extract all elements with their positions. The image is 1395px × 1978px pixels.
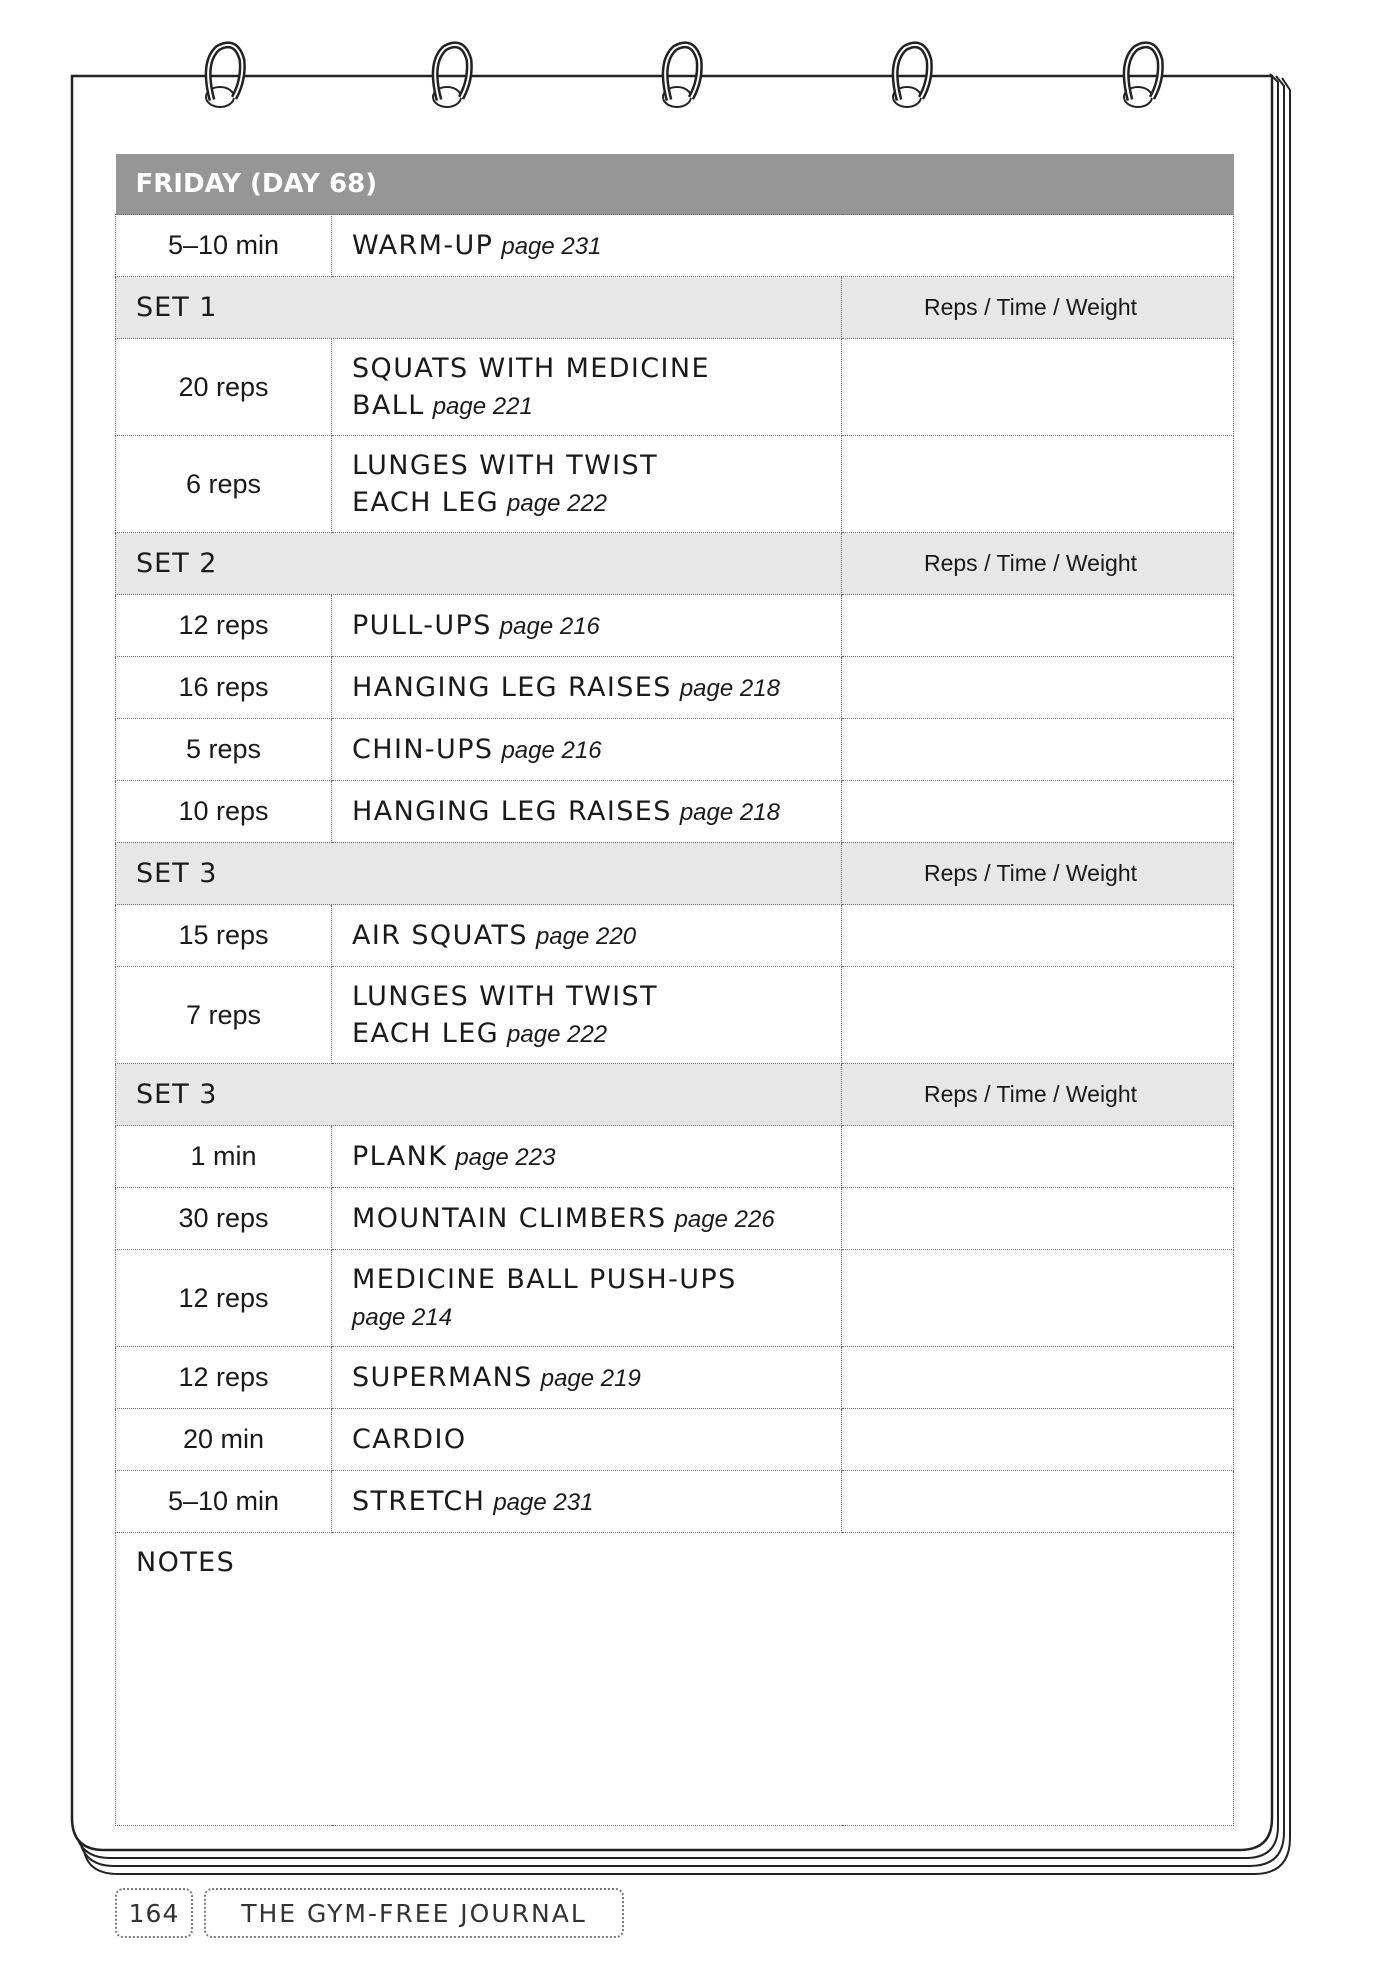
log-entry-cell[interactable] xyxy=(842,1126,1234,1188)
notes-label: NOTES xyxy=(136,1547,236,1578)
exercise-row xyxy=(116,719,1234,781)
log-entry-cell[interactable] xyxy=(842,1409,1234,1471)
set-header-row xyxy=(116,843,1234,905)
page-number: 164 xyxy=(115,1888,193,1938)
exercise-name: STRETCH xyxy=(352,1485,486,1517)
exercise-amount: 10 reps xyxy=(116,781,332,843)
set-column-label: Reps / Time / Weight xyxy=(842,533,1234,595)
exercise-cell xyxy=(332,1409,842,1471)
exercise-row xyxy=(116,595,1234,657)
exercise-row xyxy=(116,339,1234,436)
warmup-amount: 5–10 min xyxy=(116,215,332,277)
exercise-name: HANGING LEG RAISES xyxy=(352,671,672,703)
exercise-cell xyxy=(332,339,842,436)
page-ref: page 226 xyxy=(674,1205,775,1233)
exercise-name-cont: EACH LEG xyxy=(352,486,500,518)
exercise-row xyxy=(116,1250,1234,1347)
exercise-name: CHIN-UPS xyxy=(352,733,494,765)
page-ref: page 216 xyxy=(499,612,600,640)
exercise-amount: 20 reps xyxy=(116,339,332,436)
exercise-row xyxy=(116,1409,1234,1471)
exercise-name: LUNGES WITH TWIST xyxy=(352,449,658,481)
exercise-cell xyxy=(332,1347,842,1409)
set-title: SET 1 xyxy=(116,277,842,339)
exercise-name: MEDICINE BALL PUSH-UPS xyxy=(352,1263,737,1295)
exercise-row xyxy=(116,781,1234,843)
exercise-name: LUNGES WITH TWIST xyxy=(352,980,658,1012)
exercise-row xyxy=(116,1188,1234,1250)
exercise-cell xyxy=(332,967,842,1064)
page-ref: page 216 xyxy=(501,736,602,764)
exercise-amount: 12 reps xyxy=(116,595,332,657)
log-entry-cell[interactable] xyxy=(842,905,1234,967)
page-ref: page 222 xyxy=(507,489,608,517)
exercise-name: PULL-UPS xyxy=(352,609,492,641)
page-ref: page 221 xyxy=(432,392,533,420)
exercise-name: AIR SQUATS xyxy=(352,919,528,951)
page-ref: page 223 xyxy=(455,1143,556,1171)
exercise-name: HANGING LEG RAISES xyxy=(352,795,672,827)
set-header-row xyxy=(116,277,1234,339)
exercise-row xyxy=(116,967,1234,1064)
log-entry-cell[interactable] xyxy=(842,595,1234,657)
warmup-row xyxy=(116,215,1234,277)
book-title: THE GYM-FREE JOURNAL xyxy=(204,1888,624,1938)
warmup-exercise xyxy=(332,215,1234,277)
exercise-amount: 1 min xyxy=(116,1126,332,1188)
set-title: SET 2 xyxy=(116,533,842,595)
log-entry-cell[interactable] xyxy=(842,657,1234,719)
exercise-cell xyxy=(332,436,842,533)
exercise-row xyxy=(116,905,1234,967)
log-entry-cell[interactable] xyxy=(842,436,1234,533)
exercise-row xyxy=(116,1347,1234,1409)
exercise-name: WARM-UP xyxy=(352,229,494,261)
set-title: SET 3 xyxy=(116,1064,842,1126)
page-ref: page 219 xyxy=(540,1364,641,1392)
log-entry-cell[interactable] xyxy=(842,1347,1234,1409)
log-entry-cell[interactable] xyxy=(842,1471,1234,1533)
exercise-cell xyxy=(332,595,842,657)
exercise-cell xyxy=(332,719,842,781)
exercise-cell xyxy=(332,1126,842,1188)
set-header-row xyxy=(116,1064,1234,1126)
exercise-cell xyxy=(332,781,842,843)
page-ref: page 218 xyxy=(679,798,780,826)
log-entry-cell[interactable] xyxy=(842,719,1234,781)
exercise-amount: 30 reps xyxy=(116,1188,332,1250)
set-column-label: Reps / Time / Weight xyxy=(842,277,1234,339)
exercise-name: PLANK xyxy=(352,1140,448,1172)
exercise-name: CARDIO xyxy=(352,1424,467,1455)
page-ref: page 218 xyxy=(679,674,780,702)
exercise-amount: 12 reps xyxy=(116,1250,332,1347)
exercise-name: SQUATS WITH MEDICINE xyxy=(352,352,710,384)
set-header-row xyxy=(116,533,1234,595)
exercise-amount: 15 reps xyxy=(116,905,332,967)
set-column-label: Reps / Time / Weight xyxy=(842,843,1234,905)
day-title: FRIDAY (DAY 68) xyxy=(116,154,1234,215)
exercise-name: SUPERMANS xyxy=(352,1361,533,1393)
exercise-amount: 20 min xyxy=(116,1409,332,1471)
page-ref: page 214 xyxy=(352,1303,453,1331)
day-header-row xyxy=(116,154,1234,215)
page-ref: page 231 xyxy=(501,232,602,260)
exercise-amount: 7 reps xyxy=(116,967,332,1064)
exercise-cell xyxy=(332,905,842,967)
exercise-cell xyxy=(332,1471,842,1533)
exercise-amount: 16 reps xyxy=(116,657,332,719)
exercise-name: MOUNTAIN CLIMBERS xyxy=(352,1202,667,1234)
exercise-amount: 6 reps xyxy=(116,436,332,533)
log-entry-cell[interactable] xyxy=(842,967,1234,1064)
notes-area[interactable] xyxy=(116,1533,1234,1826)
exercise-name-cont: BALL xyxy=(352,389,425,421)
exercise-amount: 5–10 min xyxy=(116,1471,332,1533)
set-column-label: Reps / Time / Weight xyxy=(842,1064,1234,1126)
exercise-amount: 12 reps xyxy=(116,1347,332,1409)
log-entry-cell[interactable] xyxy=(842,1250,1234,1347)
exercise-cell xyxy=(332,657,842,719)
exercise-row xyxy=(116,1126,1234,1188)
exercise-row xyxy=(116,1471,1234,1533)
exercise-row xyxy=(116,436,1234,533)
exercise-amount: 5 reps xyxy=(116,719,332,781)
page-ref: page 220 xyxy=(535,922,637,950)
exercise-row xyxy=(116,657,1234,719)
workout-log-table xyxy=(115,154,1234,1826)
log-entry-cell[interactable] xyxy=(842,339,1234,436)
notes-row xyxy=(116,1533,1234,1826)
page-ref: page 222 xyxy=(507,1020,608,1048)
exercise-name-cont: EACH LEG xyxy=(352,1017,500,1049)
exercise-cell xyxy=(332,1188,842,1250)
exercise-cell xyxy=(332,1250,842,1347)
set-title: SET 3 xyxy=(116,843,842,905)
page-ref: page 231 xyxy=(493,1488,594,1516)
log-entry-cell[interactable] xyxy=(842,781,1234,843)
log-entry-cell[interactable] xyxy=(842,1188,1234,1250)
